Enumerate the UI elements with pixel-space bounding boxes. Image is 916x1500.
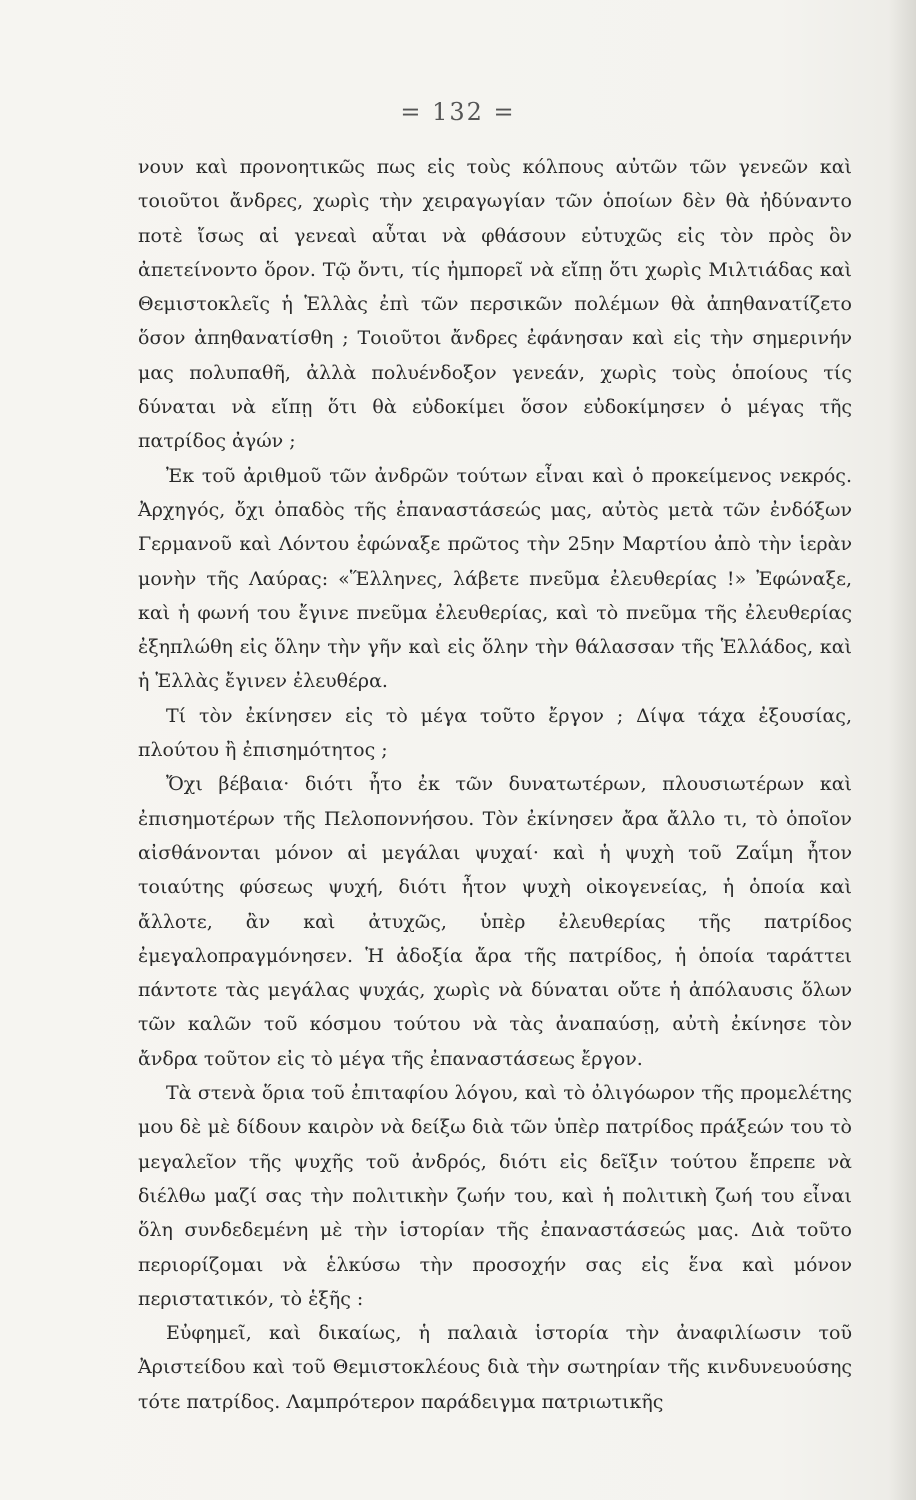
paragraph: Ἐκ τοῦ ἀριθμοῦ τῶν ἀνδρῶν τούτων εἶναι καὶ ὁ προκείμενος νεκρός. Ἀρχηγός, ὄχι ὀπαδὸς τῆς ἐπαναστάσεώς μας, αὐτὸς μετὰ τῶν ἐνδόξων Γερμανοῦ καὶ Λόντου ἐφώναξε πρῶτος τὴν 25ην Μαρτίου ἀπὸ τὴν ἱερὰν μονὴν τῆς Λαύρας: «Ἕλληνες, λάβετε πνεῦμα ἐλευθερίας !» Ἐφώναξε, καὶ ἡ φωνή του ἔγινε πνεῦμα ἐλευθερίας, καὶ τὸ πνεῦμα τῆς ἐλευθερίας ἐξηπλώθη εἰς ὅλην τὴν γῆν καὶ εἰς ὅλην τὴν θάλασσαν τῆς Ἑλλάδος, καὶ ἡ Ἑλλὰς ἔγινεν ἐλευθέρα. <box>138 464 852 693</box>
page-number: = 132 = <box>400 98 516 126</box>
paragraph: Τί τὸν ἐκίνησεν εἰς τὸ μέγα τοῦτο ἔργον ; Δίψα τάχα ἐξουσίας, πλούτου ἢ ἐπισημότητος ; <box>138 704 852 762</box>
page-edge <box>888 0 916 1500</box>
paragraph: Εὐφημεῖ, καὶ δικαίως, ἡ παλαιὰ ἱστορία τὴν ἀναφιλίωσιν τοῦ Ἀριστείδου καὶ τοῦ Θεμιστοκλέους διὰ τὴν σωτηρίαν τῆς κινδυνευούσης τότε πατρίδος. Λαμπρότερον παράδειγμα πατριωτικῆς <box>138 1322 852 1413</box>
paragraph: νουν καὶ προνοητικῶς πως εἰς τοὺς κόλπους αὐτῶν τῶν γενεῶν καὶ τοιοῦτοι ἄνδρες, χωρὶς τὴν χειραγωγίαν τῶν ὁποίων δὲν θὰ ἠδύναντο ποτὲ ἴσως αἱ γενεαὶ αὗται νὰ φθάσουν εὐτυχῶς εἰς τὸν πρὸς ὃν ἀπετείνοντο ὅρον. Τῷ ὄντι, τίς ἠμπορεῖ νὰ εἴπῃ ὅτι χωρὶς Μιλτιάδας καὶ Θεμιστοκλεῖς ἡ Ἑλλὰς ἐπὶ τῶν περσικῶν πολέμων θὰ ἀπηθανατίζετο ὅσον ἀπηθανατίσθη ; Τοιοῦτοι ἄνδρες ἐφάνησαν καὶ εἰς τὴν σημερινήν μας πολυπαθῆ, ἀλλὰ πολυένδοξον γενεάν, χωρὶς τοὺς ὁποίους τίς δύναται νὰ εἴπῃ ὅτι θὰ εὐδοκίμει ὅσον εὐδοκίμησεν ὁ μέγας τῆς πατρίδος ἀγών ; <box>138 156 852 453</box>
paragraph: Τὰ στενὰ ὅρια τοῦ ἐπιταφίου λόγου, καὶ τὸ ὀλιγόωρον τῆς προμελέτης μου δὲ μὲ δίδουν καιρὸν νὰ δείξω διὰ τῶν ὑπὲρ πατρίδος πράξεών του τὸ μεγαλεῖον τῆς ψυχῆς τοῦ ἀνδρός, διότι εἰς δεῖξιν τούτου ἔπρεπε νὰ διέλθω μαζί σας τὴν πολιτικὴν ζωήν του, καὶ ἡ πολιτικὴ ζωή του εἶναι ὅλη συνδεδεμένη μὲ τὴν ἱστορίαν τῆς ἐπαναστάσεώς μας. Διὰ τοῦτο περιορίζομαι νὰ ἑλκύσω τὴν προσοχήν σας εἰς ἕνα καὶ μόνον περιστατικόν, τὸ ἑξῆς : <box>138 1082 852 1310</box>
paragraph: Ὄχι βέβαια· διότι ἦτο ἐκ τῶν δυνατωτέρων, πλουσιωτέρων καὶ ἐπισημοτέρων τῆς Πελοποννήσου. Τὸν ἐκίνησεν ἄρα ἄλλο τι, τὸ ὁποῖον αἰσθάνονται μόνον αἱ μεγάλαι ψυχαί· καὶ ἡ ψυχὴ τοῦ Ζαΐμη ἦτον τοιαύτης φύσεως ψυχή, διότι ἦτον ψυχὴ οἰκογενείας, ἡ ὁποία καὶ ἄλλοτε, ἂν καὶ ἀτυχῶς, ὑπὲρ ἐλευθερίας τῆς πατρίδος ἐμεγαλοπραγμόνησεν. Ἡ ἀδοξία ἄρα τῆς πατρίδος, ἡ ὁποία ταράττει πάντοτε τὰς μεγάλας ψυχάς, χωρὶς νὰ δύναται οὔτε ἡ ἀπόλαυσις ὅλων τῶν καλῶν τοῦ κόσμου τούτου νὰ τὰς ἀναπαύσῃ, αὐτὴ ἐκίνησε τὸν ἄνδρα τοῦτον εἰς τὸ μέγα τῆς ἐπαναστάσεως ἔργον. <box>138 773 852 1070</box>
body-text <box>138 150 852 1419</box>
